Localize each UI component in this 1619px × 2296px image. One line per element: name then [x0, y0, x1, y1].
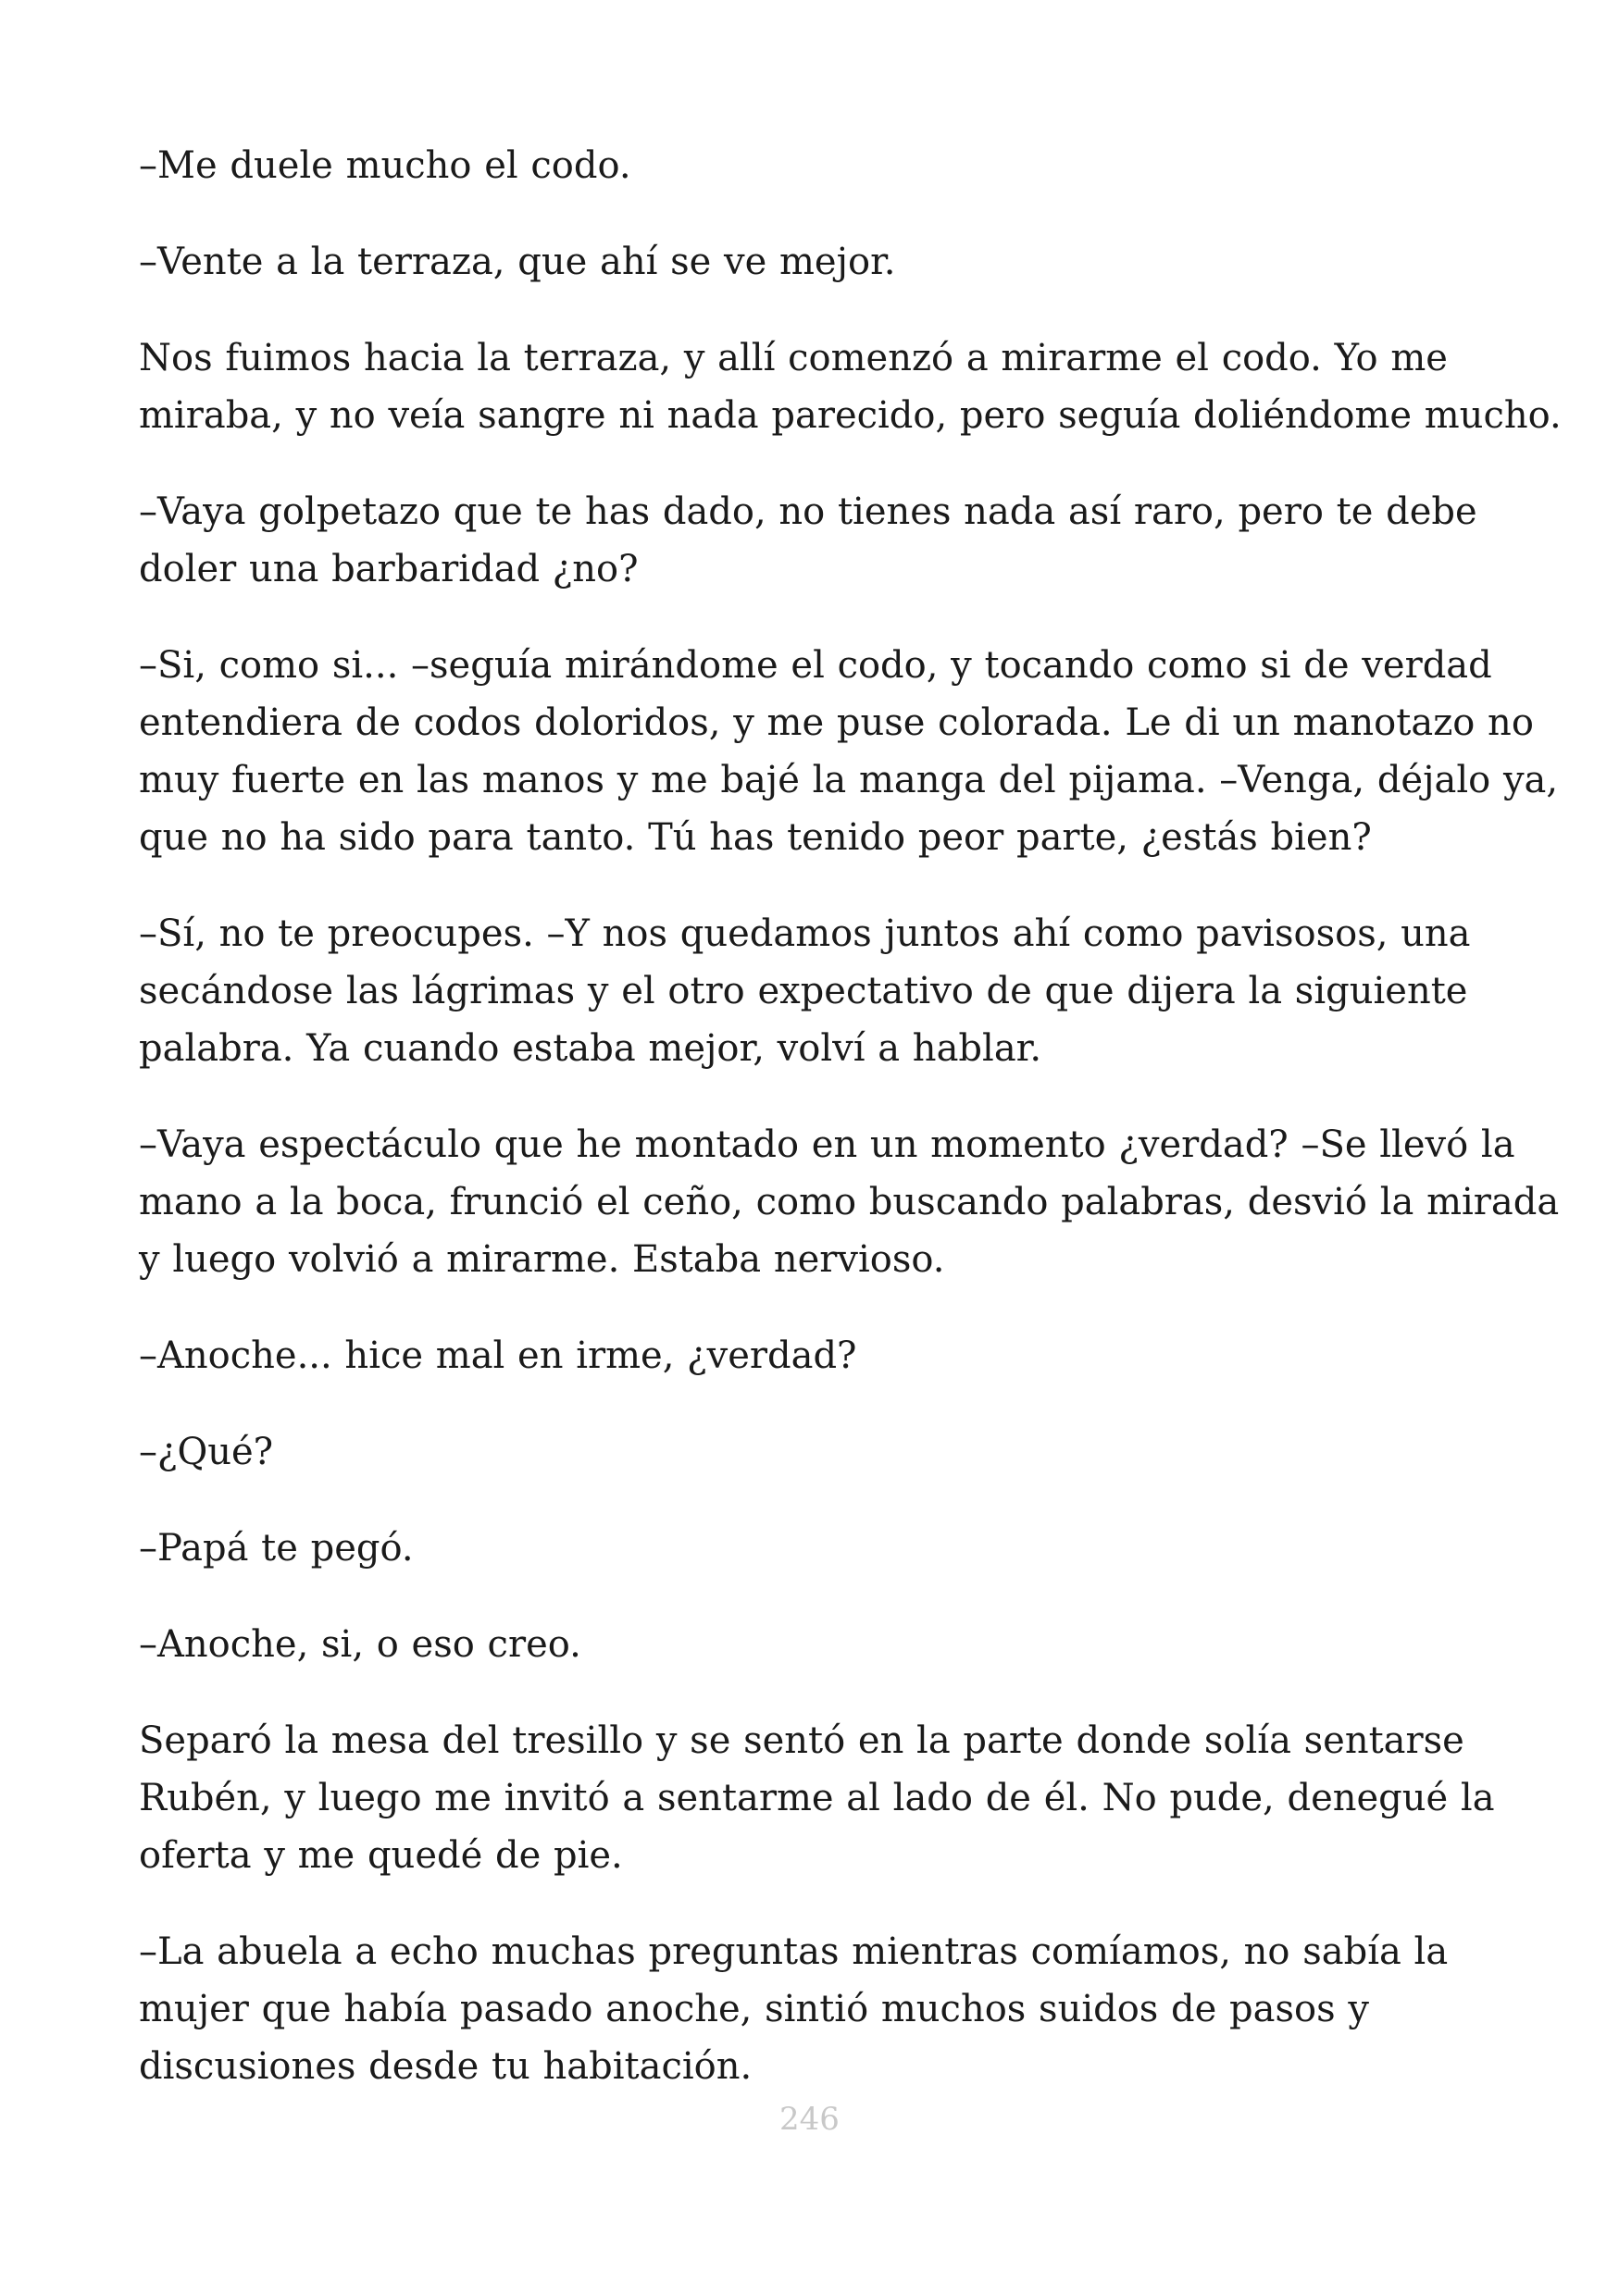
text-line: doler una barbaridad ¿no?	[139, 548, 639, 590]
text-line: muy fuerte en las manos y me bajé la manga del pijama. –Venga, déjalo ya,	[139, 759, 1559, 801]
text-line: entendiera de codos doloridos, y me puse colorada. Le di un manotazo no	[139, 701, 1534, 744]
page-number: 246	[779, 2101, 840, 2138]
paragraph	[139, 1423, 1500, 1481]
paragraph	[139, 483, 1500, 598]
text-line: miraba, y no veía sangre ni nada parecido, pero seguía doliéndome mucho.	[139, 394, 1562, 437]
text-line: y luego volvió a mirarme. Estaba nervioso.	[139, 1238, 945, 1281]
paragraph	[139, 1616, 1500, 1673]
text-line: Rubén, y luego me invitó a sentarme al lado de él. No pude, denegué la	[139, 1777, 1495, 1819]
text-line: –Anoche, si, o eso creo.	[139, 1623, 581, 1666]
paragraph	[139, 329, 1562, 444]
paragraph	[139, 1327, 1500, 1384]
text-line: discusiones desde tu habitación.	[139, 2045, 753, 2088]
text-line: –Si, como si... –seguía mirándome el codo, y tocando como si de verdad	[139, 644, 1492, 687]
body-text	[139, 137, 1562, 2134]
text-line: –Anoche... hice mal en irme, ¿verdad?	[139, 1334, 857, 1377]
text-line: –Vente a la terraza, que ahí se ve mejor.	[139, 241, 896, 283]
paragraph	[139, 233, 1500, 291]
paragraph	[139, 1116, 1560, 1288]
paragraph	[139, 1520, 1500, 1577]
text-line: –Me duele mucho el codo.	[139, 144, 631, 187]
text-line: –Sí, no te preocupes. –Y nos quedamos juntos ahí como pavisosos, una	[139, 912, 1471, 955]
paragraph	[139, 637, 1559, 866]
text-line: mano a la boca, frunció el ceño, como buscando palabras, desvió la mirada	[139, 1181, 1560, 1223]
text-line: secándose las lágrimas y el otro expectativo de que dijera la siguiente	[139, 970, 1468, 1012]
text-line: palabra. Ya cuando estaba mejor, volví a hablar.	[139, 1027, 1042, 1070]
paragraph	[139, 1923, 1500, 2095]
paragraph	[139, 137, 1500, 194]
text-line: oferta y me quedé de pie.	[139, 1834, 623, 1877]
text-line: Nos fuimos hacia la terraza, y allí comenzó a mirarme el codo. Yo me	[139, 337, 1448, 379]
paragraph	[139, 905, 1500, 1077]
text-line: –Vaya espectáculo que he montado en un momento ¿verdad? –Se llevó la	[139, 1123, 1515, 1166]
text-line: –¿Qué?	[139, 1431, 274, 1473]
paragraph	[139, 1712, 1500, 1884]
text-line: que no ha sido para tanto. Tú has tenido peor parte, ¿estás bien?	[139, 816, 1372, 859]
text-line: –La abuela a echo muchas preguntas mientras comíamos, no sabía la	[139, 1930, 1449, 1973]
text-line: –Papá te pegó.	[139, 1527, 414, 1570]
text-line: Separó la mesa del tresillo y se sentó en la parte donde solía sentarse	[139, 1719, 1464, 1762]
text-line: mujer que había pasado anoche, sintió muchos suidos de pasos y	[139, 1988, 1369, 2030]
text-line: –Vaya golpetazo que te has dado, no tienes nada así raro, pero te debe	[139, 490, 1477, 533]
